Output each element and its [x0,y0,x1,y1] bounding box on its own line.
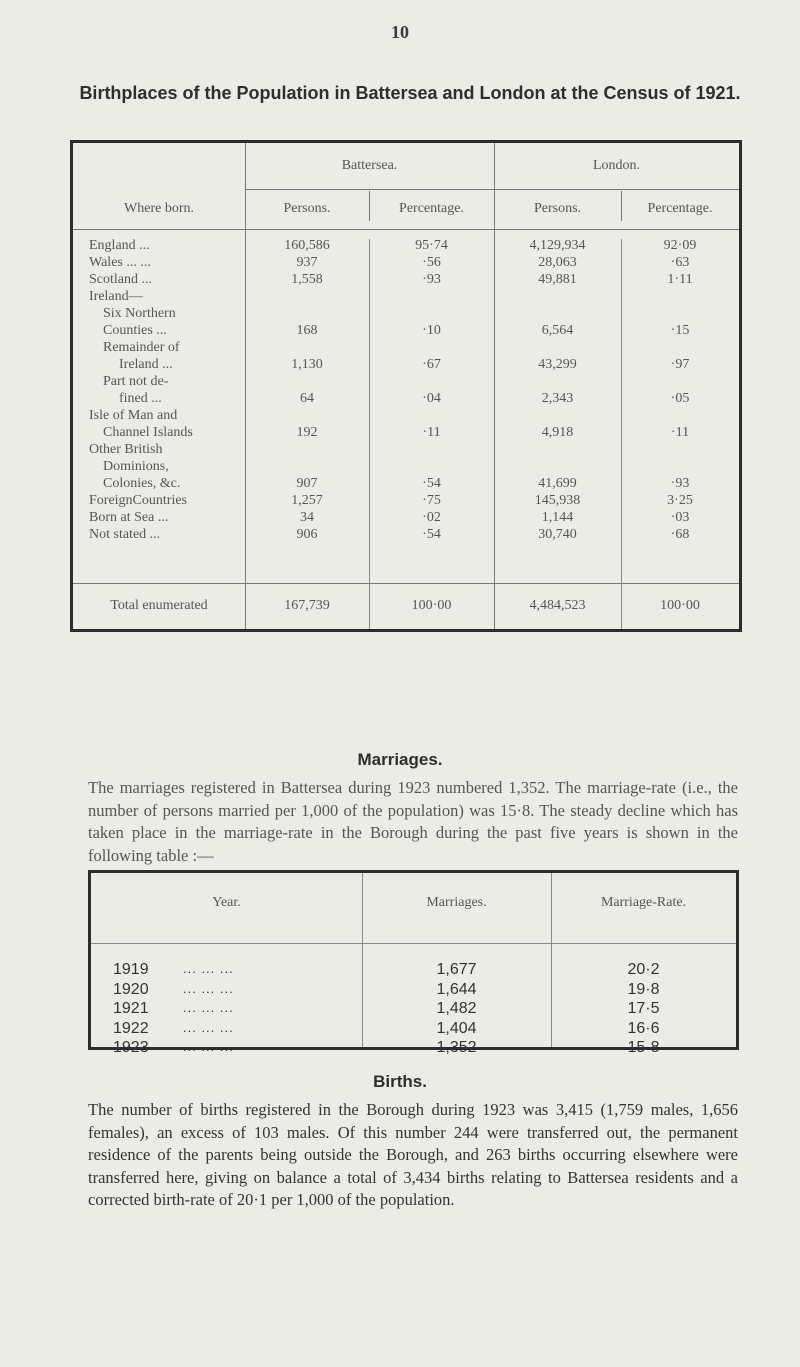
column-header-battersea-percentage: Percentage. [399,201,464,216]
cell-london-percentage: ·68 [670,527,690,542]
marriages-cell: 1,352 [436,1039,477,1056]
cell-battersea-persons: 160,586 [284,238,330,253]
cell-london-percentage: ·05 [670,391,690,406]
group-header-battersea: Battersea. [341,158,398,173]
row-label: Remainder of [103,340,180,355]
cell-battersea-percentage: ·67 [422,357,441,372]
cell-london-percentage: 1·11 [667,272,693,287]
page-number: 10 [391,22,409,42]
cell-london-persons: 49,881 [538,272,577,287]
births-heading: Births. [373,1072,427,1091]
leader-dots: ... ... ... [183,1000,234,1015]
marriage-rate-cell: 19·8 [627,980,660,998]
cell-london-percentage: ·93 [670,476,690,491]
group-header-london: London. [592,158,641,173]
column-header-where-born: Where born. [124,201,194,216]
cell-london-persons: 145,938 [534,493,581,508]
leader-dots: ... ... ... [183,1039,234,1054]
year-cell: 1921 [113,1000,149,1017]
marriage-rate-cell: 16·6 [627,1019,660,1037]
row-label: Six Northern [103,306,176,321]
row-label: England ... [89,238,150,253]
cell-london-percentage: ·63 [670,255,690,270]
row-label: Wales ... ... [89,255,151,270]
year-cell: 1922 [113,1019,149,1037]
cell-battersea-persons: 34 [300,510,314,525]
row-label: ForeignCountries [89,493,187,508]
row-label: Scotland ... [89,272,152,287]
births-paragraph: The number of births registered in the Borough during 1923 was 3,415 (1,759 males, 1,656 females), an excess of 103 males. Of this number 244 were transferred out, the permanent residence of the parents being outside the Borough, and 263 births occurring elsewhere were transferred here, giving on balance a total of 3,434 births relating to Battersea residents and a corrected birth-rate of 20·1 per 1,000 of the population. [88,1100,738,1210]
column-header-marriages: Marriages. [426,895,487,910]
marriages-cell: 1,644 [436,980,477,998]
cell-battersea-percentage: ·02 [422,510,441,525]
marriage-rate-cell: 17·5 [627,1000,660,1017]
cell-battersea-persons: 907 [296,476,318,491]
cell-london-persons: 1,144 [541,510,574,525]
leader-dots: ... ... ... [183,1019,234,1035]
row-label: Counties ... [103,323,167,338]
row-label: Dominions, [103,459,169,474]
cell-battersea-percentage: 95·74 [415,238,448,253]
cell-london-percentage: 3·25 [667,493,693,508]
marriages-cell: 1,677 [436,961,477,978]
birthplaces-table-grid [73,143,739,629]
column-header-london-persons: Persons. [533,201,582,216]
row-label: Ireland— [89,289,143,304]
cell-london-percentage: 92·09 [663,238,697,253]
year-cell: 1923 [113,1039,149,1056]
divider [245,189,739,190]
cell-london-persons: 2,343 [541,391,574,406]
page-title: Birthplaces of the Population in Battersea and London at the Census of 1921. [79,83,741,103]
marriages-table [88,870,739,1056]
marriages-cell: 1,482 [436,1000,477,1017]
total-battersea-persons: 167,739 [284,598,330,613]
row-label: fined ... [119,391,162,406]
row-label: Ireland ... [119,357,173,372]
column-header-marriage-rate: Marriage-Rate. [600,895,687,910]
cell-battersea-percentage: ·04 [422,391,441,406]
total-label: Total enumerated [110,598,208,613]
cell-battersea-percentage: ·56 [422,255,441,270]
cell-london-persons: 43,299 [538,357,577,372]
cell-battersea-persons: 1,257 [291,493,323,508]
column-header-london-percentage: Percentage. [647,201,713,216]
cell-battersea-percentage: ·54 [422,527,441,542]
cell-battersea-percentage: ·11 [422,425,441,440]
row-label: Channel Islands [103,425,193,440]
cell-battersea-persons: 168 [296,323,318,338]
cell-battersea-persons: 1,130 [291,357,323,372]
cell-london-persons: 4,918 [541,425,574,440]
cell-london-percentage: ·03 [670,510,690,525]
marriage-rate-cell: 20·2 [627,961,660,978]
marriages-cell: 1,404 [436,1019,477,1037]
row-label: Part not de- [103,374,169,389]
column-header-year: Year. [212,895,241,910]
cell-london-persons: 6,564 [541,323,574,338]
cell-battersea-persons: 1,558 [291,272,323,287]
total-london-percentage: 100·00 [660,598,700,613]
cell-london-persons: 28,063 [538,255,577,270]
cell-battersea-percentage: ·75 [422,493,441,508]
column-header-battersea-persons: Persons. [283,201,331,216]
divider [91,943,736,944]
divider [73,583,739,584]
cell-battersea-persons: 64 [300,391,314,406]
leader-dots: ... ... ... [183,980,234,996]
leader-dots: ... ... ... [183,961,234,976]
cell-london-persons: 41,699 [538,476,577,491]
marriages-heading: Marriages. [357,750,443,769]
birthplaces-table [70,140,742,632]
total-battersea-percentage: 100·00 [411,598,452,613]
divider [73,229,739,230]
cell-battersea-percentage: ·10 [422,323,441,338]
total-london-persons: 4,484,523 [529,598,586,613]
cell-battersea-percentage: ·93 [422,272,441,287]
cell-london-percentage: ·15 [670,323,690,338]
row-label: Born at Sea ... [89,510,169,525]
marriages-paragraph: The marriages registered in Battersea during 1923 numbered 1,352. The marriage-rate (i.e., the number of persons married per 1,000 of the population) was 15·8. The steady decline which has taken place in the marriage-rate in the Borough during the past five years is shown in the following table :— [88,778,738,865]
row-label: Isle of Man and [89,408,178,423]
row-label: Not stated ... [89,527,161,542]
cell-london-percentage: ·97 [670,357,690,372]
cell-battersea-persons: 192 [296,425,318,440]
cell-battersea-persons: 937 [296,255,318,270]
cell-london-percentage: ·11 [670,425,690,440]
cell-battersea-persons: 906 [296,527,318,542]
row-label: Other British [89,442,163,457]
row-label: Colonies, &c. [103,476,181,491]
year-cell: 1920 [113,980,149,998]
year-cell: 1919 [113,961,149,978]
marriage-rate-cell: 15·8 [627,1039,660,1056]
cell-london-persons: 4,129,934 [529,238,586,253]
cell-london-persons: 30,740 [538,527,577,542]
cell-battersea-percentage: ·54 [422,476,441,491]
